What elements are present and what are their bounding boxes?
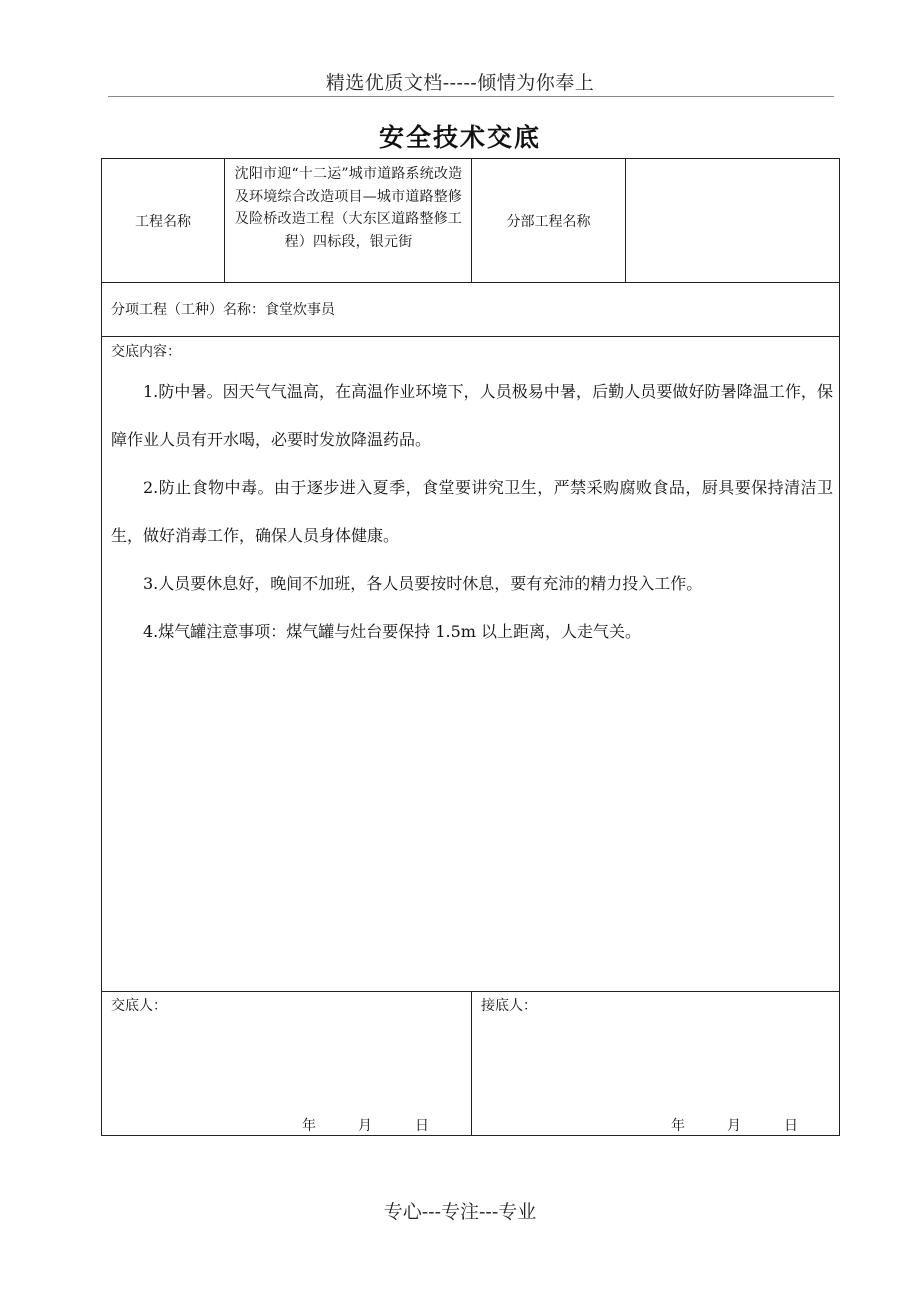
division-name-label-cell <box>472 159 626 282</box>
page-footer: 专心---专注---专业 <box>383 1201 537 1223</box>
receiver-date <box>671 1115 798 1135</box>
content-paragraph: 4.煤气罐注意事项：煤气罐与灶台要保持 1.5m 以上距离，人走气关。 <box>143 622 642 641</box>
receiver-cell <box>472 991 839 1135</box>
project-name-label-cell <box>102 159 225 282</box>
project-name-value-cell <box>225 159 472 282</box>
disclosure-content-row <box>102 337 839 992</box>
page-header-banner: 精选优质文档-----倾情为你奉上 <box>325 72 595 94</box>
document-title: 安全技术交底 <box>378 123 541 152</box>
date-year: 年 <box>302 1118 316 1134</box>
signature-row <box>102 991 839 1135</box>
date-month: 月 <box>358 1118 372 1134</box>
content-body <box>111 368 833 656</box>
content-paragraph: 1.防中暑。因天气气温高，在高温作业环境下，人员极易中暑，后勤人员要做好防暑降温工作，保障作业人员有开水喝，必要时发放降温药品。 <box>111 382 833 449</box>
project-name-label: 工程名称 <box>135 214 191 230</box>
date-day: 日 <box>415 1118 429 1134</box>
discloser-cell <box>102 991 472 1135</box>
project-info-row <box>102 159 839 283</box>
content-paragraph: 3.人员要休息好，晚间不加班，各人员要按时休息，要有充沛的精力投入工作。 <box>143 574 703 593</box>
discloser-date <box>302 1115 429 1135</box>
subitem-row <box>102 282 839 337</box>
project-name-value: 沈阳市迎“十二运”城市道路系统改造及环境综合改造项目—城市道路整修及险桥改造工程（大东区道路整修工程）四标段，银元街 <box>234 166 463 250</box>
discloser-label: 交底人： <box>111 998 167 1014</box>
subitem-name: 分项工程（工种）名称：食堂炊事员 <box>111 302 335 318</box>
date-year: 年 <box>671 1118 685 1134</box>
date-day: 日 <box>784 1118 798 1134</box>
content-label: 交底内容： <box>111 344 181 360</box>
header-divider <box>108 96 834 97</box>
division-name-value-cell <box>626 159 839 282</box>
date-month: 月 <box>727 1118 741 1134</box>
receiver-label: 接底人： <box>481 998 537 1014</box>
disclosure-form-table <box>101 158 840 1136</box>
division-name-label: 分部工程名称 <box>506 214 591 230</box>
content-paragraph: 2.防止食物中毒。由于逐步进入夏季，食堂要讲究卫生，严禁采购腐败食品，厨具要保持清洁卫生，做好消毒工作，确保人员身体健康。 <box>111 478 833 545</box>
